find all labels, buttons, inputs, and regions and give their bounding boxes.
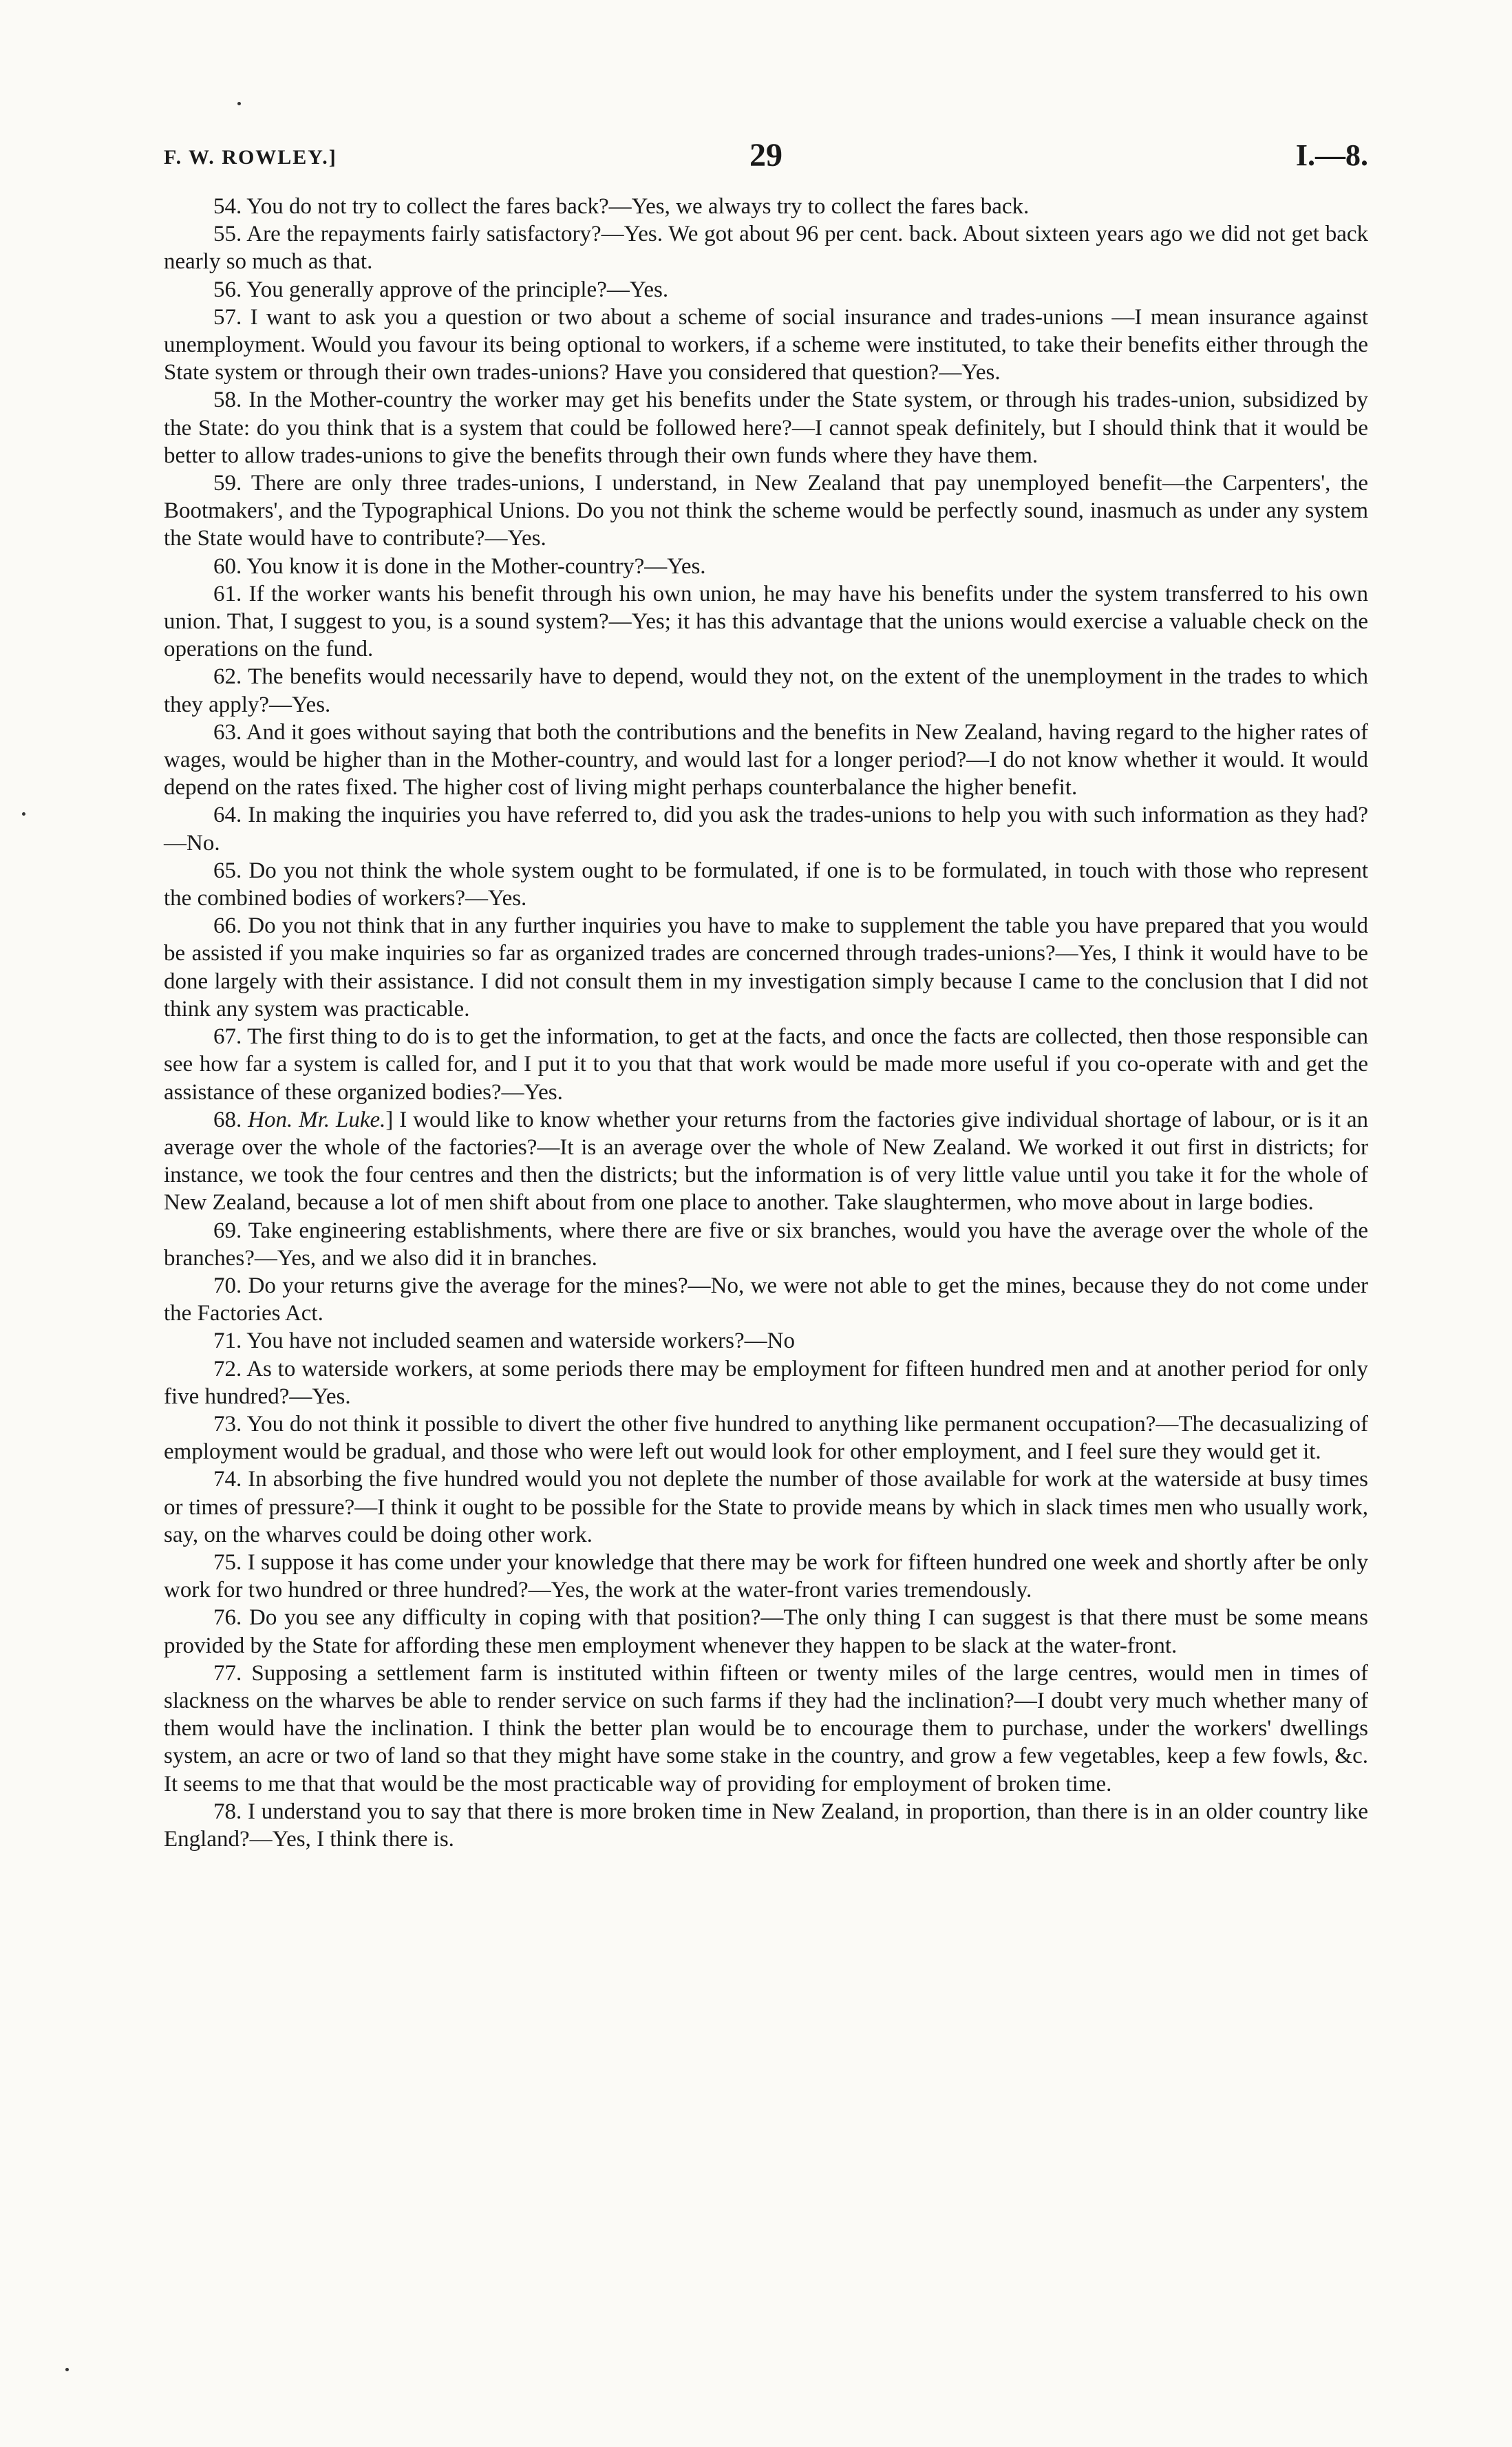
question-73: 73. You do not think it possible to divert the other five hundred to anything like permanent occupation?—The decasualizing of employment would be gradual, and those who were left out would look for other employment, and I feel sure they would get it. [164,1411,1368,1465]
question-74: 74. In absorbing the five hundred would you not deplete the number of those available for work at the waterside at busy times or times of pressure?—I think it ought to be possible for the State to provide means by which in slack times men who usually work, say, on the wharves could be doing other work. [164,1467,1368,1547]
question-61: 61. If the worker wants his benefit through his own union, he may have his benefits under the system transferred to his own union. That, I suggest to you, is a sound system?—Yes; it has this advantage that the unions would exercise a valuable check on the operations on the fund. [164,581,1368,662]
scan-speck [65,2368,69,2371]
question-56: 56. You generally approve of the principle?—Yes. [213,277,669,302]
question-78: 78. I understand you to say that there is more broken time in New Zealand, in proportion, than there is in an older country like England?—Yes, I think there is. [164,1799,1368,1852]
speaker-name: Hon. Mr. Luke. [248,1107,386,1132]
scan-speck [22,812,25,816]
question-text: ] I would like to know whether your returns from the factories give individual shortage of labour, or is it an average over the whole of the factories?—It is an average over the whole of New Zealand. We worked it out first in districts; for instance, we took the four centres and then the districts; but the information is of very little value until you take it for the whole of New Zealand, because a lot of men shift about from one place to another. Take slaughtermen, who move about in large bodies. [164,1107,1369,1216]
page-number: 29 [749,137,782,173]
question-number: 68. [213,1107,248,1132]
minutes-of-evidence [164,193,1368,1853]
question-70: 70. Do your returns give the average for the mines?—No, we were not able to get the mines, because they do not come under the Factories Act. [164,1273,1368,1326]
question-65: 65. Do you not think the whole system ought to be formulated, if one is to be formulated, in touch with those who represent the combined bodies of workers?—Yes. [164,858,1368,911]
question-67: 67. The first thing to do is to get the information, to get at the facts, and once the facts are collected, then those responsible can see how far a system is called for, and I put it to you that that work would be made more useful if you co-operate with and get the assistance of these organized bodies?—Yes. [164,1024,1368,1105]
question-66: 66. Do you not think that in any further inquiries you have to make to supplement the table you have prepared that you would be assisted if you make inquiries so far as organized trades are concerned through trades-unions?—Yes, I think it would have to be done largely with their assistance. I did not consult them in my investigation simply because I came to the conclusion that I did not think any system was practicable. [164,913,1368,1021]
question-76: 76. Do you see any difficulty in coping with that position?—The only thing I can suggest is that there must be some means provided by the State for affording these men employment whenever they happen to be slack at the water-front. [164,1605,1368,1658]
document-page [164,131,1368,1853]
question-59: 59. There are only three trades-unions, I understand, in New Zealand that pay unemployed benefit—the Carpenters', the Bootmakers', and the Typographical Unions. Do you not think the scheme would be perfectly sound, inasmuch as under any system the State would have to contribute?—Yes. [164,471,1368,551]
question-58: 58. In the Mother-country the worker may get his benefits under the State system, or through his trades-union, subsidized by the State: do you think that is a system that could be followed here?—I cannot speak definitely, but I should think that it would be better to allow trades-unions to give the benefits through their own funds where they have them. [164,388,1368,468]
question-77: 77. Supposing a settlement farm is instituted within fifteen or twenty miles of the large centres, would men in times of slackness on the wharves be able to render service on such farms if they had the inclination?—I doubt very much whether many of them would have the inclination. I think the better plan would be to encourage them to purchase, under the workers' dwellings system, an acre or two of land so that they might have some stake in the country, and grow a few vegetables, keep a few fowls, &c. It seems to me that that would be the most practicable way of providing for employment of broken time. [164,1660,1368,1797]
running-header [164,131,1368,193]
question-60: 60. You know it is done in the Mother-country?—Yes. [213,553,706,579]
question-55: 55. Are the repayments fairly satisfactory?—Yes. We got about 96 per cent. back. About sixteen years ago we did not get back nearly so much as that. [164,222,1368,275]
question-72: 72. As to waterside workers, at some periods there may be employment for fifteen hundred men and at another period for only five hundred?—Yes. [164,1356,1368,1409]
question-57: 57. I want to ask you a question or two about a scheme of social insurance and trades-unions —I mean insurance against unemployment. Would you favour its being optional to workers, if a scheme were instituted, to take their benefits either through the State system or through their own trades-unions? Have you considered that question?—Yes. [164,304,1368,385]
question-68 [164,1106,1368,1217]
question-71: 71. You have not included seamen and waterside workers?—No [213,1328,795,1354]
question-63: 63. And it goes without saying that both the contributions and the benefits in New Zealand, having regard to the higher rates of wages, would be higher than in the Mother-country, and would last for a longer period?—I do not know whether it would. It would depend on the rates fixed. The higher cost of living might perhaps counterbalance the higher benefit. [164,719,1368,801]
question-69: 69. Take engineering establishments, where there are five or six branches, would you have the average over the whole of the branches?—Yes, and we also did it in branches. [164,1218,1368,1271]
header-witness-name: F. W. ROWLEY.] [164,146,337,169]
question-62: 62. The benefits would necessarily have to depend, would they not, on the extent of the unemployment in the trades to which they apply?—Yes. [164,664,1368,717]
question-75: 75. I suppose it has come under your knowledge that there may be work for fifteen hundred one week and shortly after be only work for two hundred or three hundred?—Yes, the work at the water-front varies tremendously. [164,1549,1368,1603]
question-54: 54. You do not try to collect the fares back?—Yes, we always try to collect the fares back. [213,194,1030,219]
question-64: 64. In making the inquiries you have referred to, did you ask the trades-unions to help you with such information as they had?—No. [164,803,1368,856]
scan-speck [237,102,241,105]
paper-reference: I.—8. [1295,138,1368,172]
